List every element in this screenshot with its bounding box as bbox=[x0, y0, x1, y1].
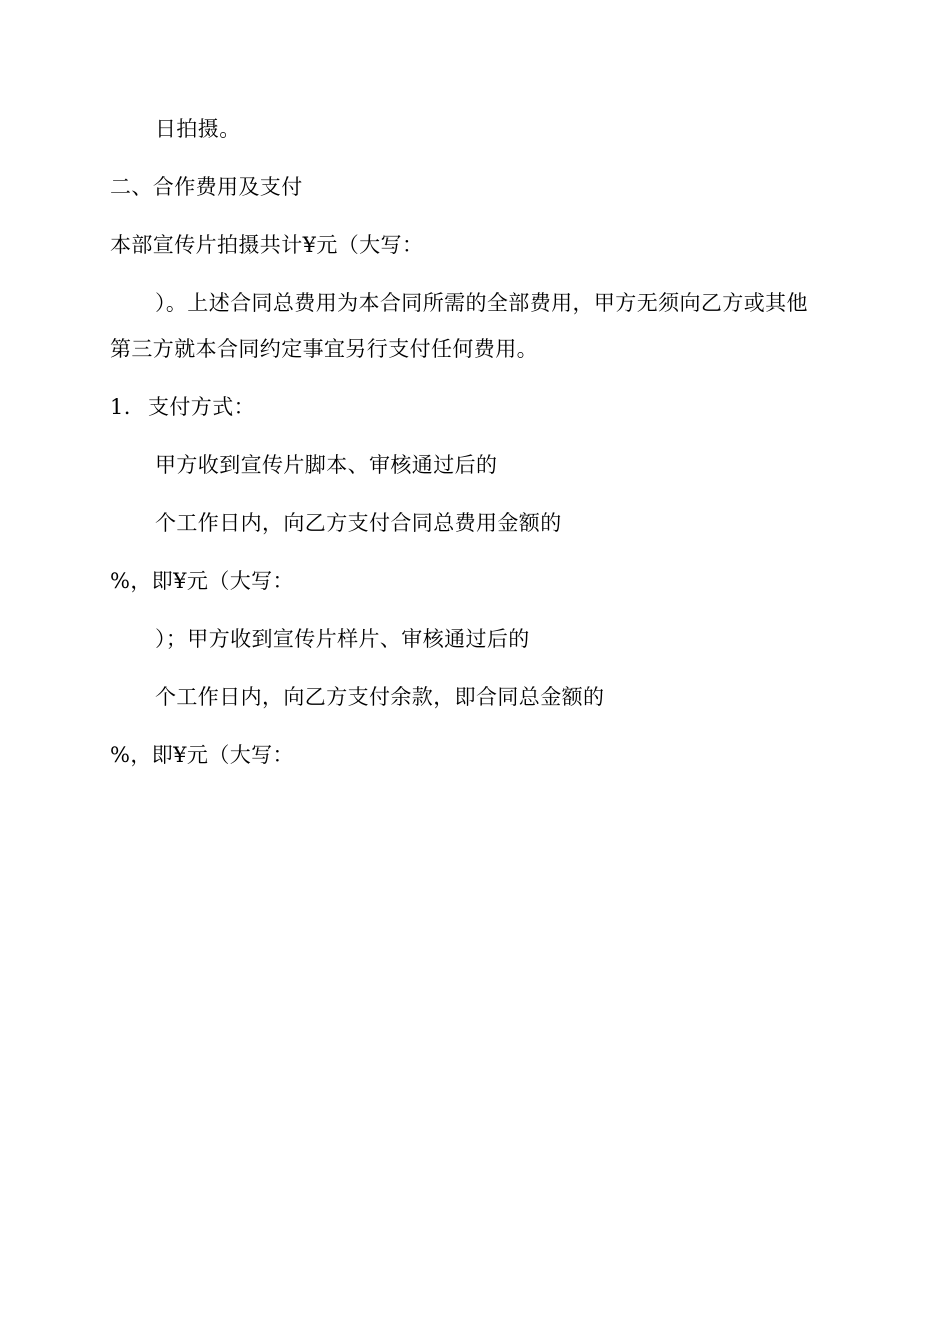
paragraph-line: %，即¥元（大写： bbox=[110, 569, 294, 593]
paragraph-line: 日拍摄。 bbox=[155, 117, 241, 141]
paragraph-line: 本部宣传片拍摄共计¥元（大写： bbox=[110, 233, 424, 257]
list-item bbox=[110, 394, 255, 420]
paragraph-line: ）；甲方收到宣传片样片、审核通过后的 bbox=[155, 627, 530, 651]
list-item-number: 1. bbox=[110, 395, 131, 419]
paragraph-line: 第三方就本合同约定事宜另行支付任何费用。 bbox=[110, 337, 538, 361]
paragraph-line: ）。上述合同总费用为本合同所需的全部费用，甲方无须向乙方或其他 bbox=[155, 291, 808, 315]
paragraph-line: 个工作日内，向乙方支付余款，即合同总金额的 bbox=[155, 685, 605, 709]
paragraph-line: 甲方收到宣传片脚本、审核通过后的 bbox=[155, 453, 498, 477]
list-item-label: 支付方式： bbox=[148, 395, 255, 419]
paragraph-line: %，即¥元（大写： bbox=[110, 743, 294, 767]
section-heading: 二、合作费用及支付 bbox=[110, 175, 303, 199]
paragraph-line: 个工作日内，向乙方支付合同总费用金额的 bbox=[155, 511, 562, 535]
